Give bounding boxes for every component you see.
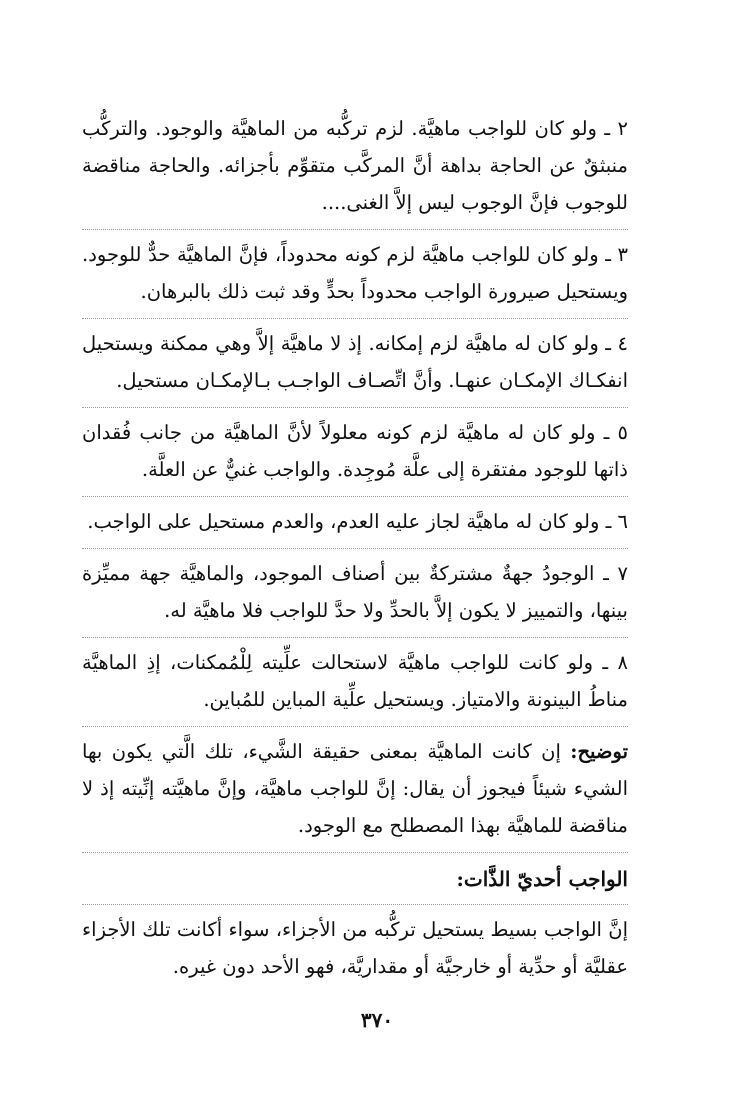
paragraph-text: إن كانت الماهيَّة بمعنى حقيقة الشَّيء، تلك الَّتي يكون بها الشيء شيئاً فيجوز أن يقال: إنَّ للواجب ماهيَّة، وإنَّ ماهيَّته إنِّيته إذ لا مناقضة للماهيَّة بهذا المصطلح مع الوجود. [82, 740, 628, 837]
argument-paragraph-8 [82, 638, 628, 727]
paragraph-text: ٤ ـ ولو كان له ماهيَّة لزم إمكانه. إذ لا ماهيَّة إلاَّ وهي ممكنة ويستحيل انفكـاك الإمكـان عنهـا. وأنَّ اتِّصـاف الواجـب بـالإمكـان مستحيل. [82, 332, 628, 392]
paragraph-text: ٣ ـ ولو كان للواجب ماهيَّة لزم كونه محدوداً، فإنَّ الماهيَّة حدٌّ للوجود. ويستحيل صيرورة الواجب محدوداً بحدٍّ وقد ثبت ذلك بالبرهان. [82, 243, 628, 303]
paragraph-text: إنَّ الواجب بسيط يستحيل تركُّبه من الأجزاء، سواء أكانت تلك الأجزاء عقليَّة أو حدِّية أو خارجيَّة أو مقداريَّة، فهو الأحد دون غيره. [82, 918, 628, 978]
paragraph-text: ٢ ـ ولو كان للواجب ماهيَّة. لزم تركُّبه من الماهيَّة والوجود. والتركُّب منبثقٌ عن الحاجة بداهة أنَّ المركَّب متقوِّم بأجزائه. والحاجة مناقضة للوجوب فإنَّ الوجوب ليس إلاَّ الغنى.... [82, 117, 628, 214]
section-heading: الواجب أحديّ الذَّات: [82, 853, 628, 905]
clarification-paragraph [82, 727, 628, 853]
page-number: ٣٧٠ [360, 1008, 394, 1032]
closing-paragraph [82, 905, 628, 993]
argument-paragraph-3 [82, 230, 628, 319]
argument-paragraph-2 [82, 104, 628, 230]
argument-paragraph-6 [82, 497, 628, 549]
paragraph-text: ٦ ـ ولو كان له ماهيَّة لجاز عليه العدم، والعدم مستحيل على الواجب. [87, 510, 628, 533]
argument-paragraph-4 [82, 319, 628, 408]
argument-paragraph-5 [82, 408, 628, 497]
page-body [82, 104, 628, 993]
paragraph-text: ٥ ـ ولو كان له ماهيَّة لزم كونه معلولاً لأنَّ الماهيَّة من جانب فُقدان ذاتها للوجود مفتقرة إلى علَّة مُوجِدة. والواجب غنيٌّ عن العلَّة. [82, 421, 628, 481]
clarification-lead: توضيح: [570, 740, 628, 763]
paragraph-text: ٧ ـ الوجودُ جهةٌ مشتركةٌ بين أصناف الموجود، والماهيَّة جهة مميِّزة بينها، والتمييز لا يكون إلاَّ بالحدِّ ولا حدَّ للواجب فلا ماهيَّة له. [82, 562, 628, 622]
paragraph-text: ٨ ـ ولو كانت للواجب ماهيَّة لاستحالت علِّيته لِلْمُمكنات، إذِ الماهيَّة مناطُ البينونة والامتياز. ويستحيل علِّية المباين للمُباين. [82, 651, 628, 711]
argument-paragraph-7 [82, 549, 628, 638]
